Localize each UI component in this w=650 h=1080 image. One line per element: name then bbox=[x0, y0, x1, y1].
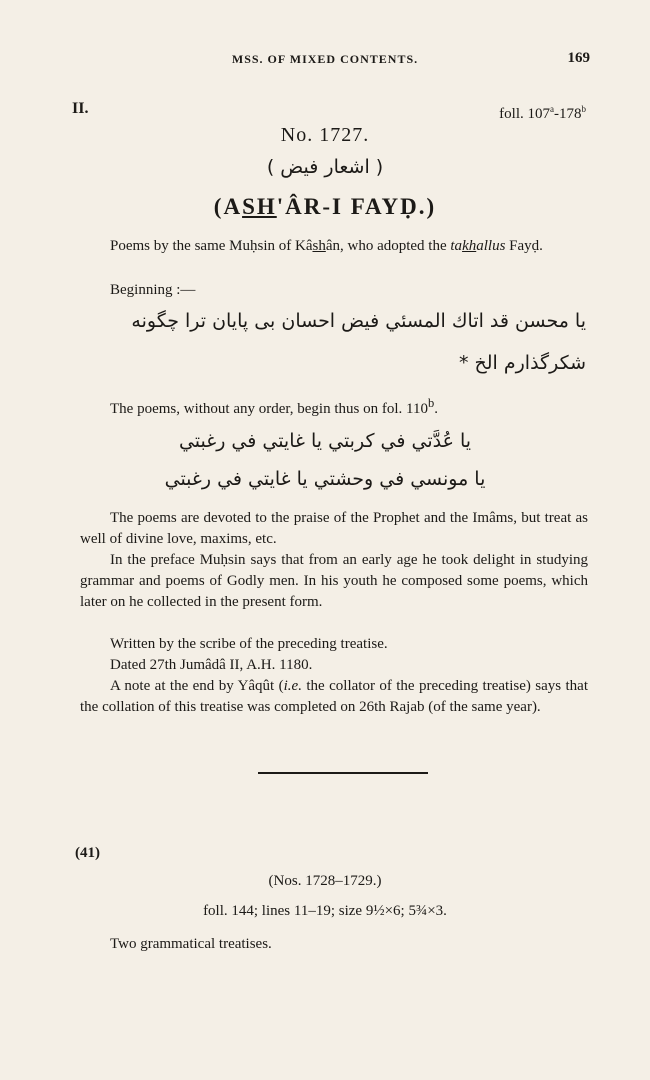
collation-note: A note at the end by Yâqût (i.e. the collator of the preceding treatise) says that the collation of this treatise was completed on 26th Rajab (of the same year). bbox=[80, 678, 588, 715]
running-head: MSS. OF MIXED CONTENTS. bbox=[231, 52, 419, 66]
page-number: 169 bbox=[567, 50, 590, 66]
latin-title: (ASH'ÂR-I FAYḌ.) bbox=[213, 194, 437, 219]
folio-range: foll. 107$^a$-178$^b$ bbox=[499, 104, 586, 122]
marginal-number: (41) bbox=[75, 845, 100, 861]
entry-description: Two grammatical treatises. bbox=[110, 936, 272, 952]
verse-line-2: يا مونسي في وحشتي يا غايتي في رغبتي bbox=[164, 468, 486, 490]
entry-details: foll. 144; lines 11–19; size 9½×6; 5¾×3. bbox=[203, 903, 447, 919]
arabic-incipit-line-2: شكرگذارم الخ * bbox=[458, 352, 586, 374]
description-paragraph: The poems are devoted to the praise of the Prophet and the Imâms, but treat as well of divine love, maxims, etc. bbox=[80, 510, 588, 547]
preface-paragraph: In the preface Muḥsin says that from an early age he took delight in studying grammar and poems of Godly men. In his youth he composed some poems, which later on he collected in the present form. bbox=[80, 552, 588, 610]
beginning-label: Beginning :— bbox=[110, 282, 196, 298]
section-mark: II. bbox=[72, 100, 89, 117]
entry-number: No. 1727. bbox=[280, 124, 370, 146]
intro-paragraph: Poems by the same Muḥsin of Kâshân, who adopted the takhallus Fayḍ. bbox=[110, 238, 543, 254]
scribe-line: Written by the scribe of the preceding treatise. bbox=[110, 636, 388, 652]
arabic-incipit-line-1: يا محسن قد اتاك المسئي فيض احسان بى پايان ترا چگونه bbox=[131, 310, 586, 332]
section-divider bbox=[258, 772, 428, 774]
arabic-title: ( اشعار فيض ) bbox=[266, 156, 384, 178]
date-line: Dated 27th Jumâdâ II, A.H. 1180. bbox=[110, 657, 313, 673]
verse-line-1: يا عُدَّتي في كربتي يا غايتي في رغبتي bbox=[178, 430, 472, 452]
poems-order-line: The poems, without any order, begin thus on fol. 110$^b$. bbox=[110, 396, 438, 417]
entry-numbers: (Nos. 1728–1729.) bbox=[268, 873, 382, 889]
